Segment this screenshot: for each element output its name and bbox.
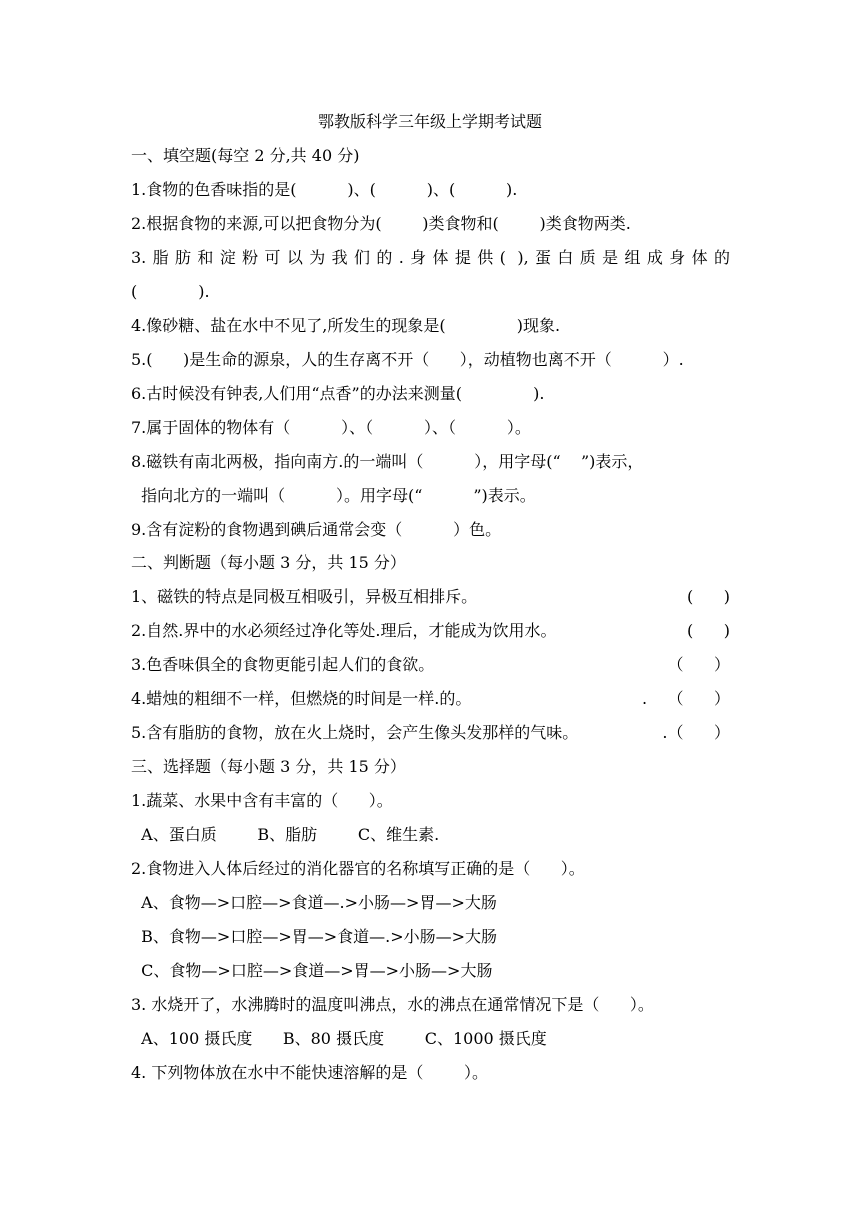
answer-bracket[interactable]: ( ) <box>687 621 730 640</box>
answer-bracket[interactable]: （ ） <box>667 655 730 674</box>
choice-question-1-options: A、蛋白质 B、脂肪 C、维生素. <box>131 825 440 844</box>
choice-question-3: 3. 水烧开了，水沸腾时的温度叫沸点，水的沸点在通常情况下是（ ）。 <box>131 995 654 1014</box>
judge-item-text: 4.蜡烛的粗细不一样，但燃烧的时间是一样.的。 <box>131 689 472 708</box>
question-1-5: 5.( )是生命的源泉，人的生存离不开（ ），动植物也离不开（ ）. <box>131 350 684 369</box>
question-1-8-line-2: 指向北方的一端叫（ ）。用字母(“ ”)表示。 <box>131 486 536 505</box>
choice-question-3-options: A、100 摄氏度 B、80 摄氏度 C、1000 摄氏度 <box>131 1029 547 1048</box>
judge-item-3 <box>131 655 730 675</box>
choice-question-2-option-c: C、食物—>口腔—>食道—>胃—>小肠—>大肠 <box>131 961 493 980</box>
judge-item-5 <box>131 723 730 743</box>
page-title: 鄂教版科学三年级上学期考试题 <box>317 112 542 131</box>
judge-item-2 <box>131 621 730 641</box>
judge-item-4 <box>131 689 730 709</box>
question-1-6: 6.古时候没有钟表,人们用“点香”的办法来测量( ). <box>131 384 545 403</box>
question-1-3-line-1: 3.脂肪和淀粉可以为我们的.身体提供( ),蛋白质是组成身体的 <box>131 248 730 267</box>
choice-question-2-option-b: B、食物—>口腔—>胃—>食道—.>小肠—>大肠 <box>131 927 498 946</box>
question-1-7: 7.属于固体的物体有（ ）、（ ）、（ ）。 <box>131 418 531 437</box>
judge-item-text: 3.色香味俱全的食物更能引起人们的食欲。 <box>131 655 435 674</box>
section-heading-fill-blank: 一、填空题(每空 2 分,共 40 分) <box>131 146 360 165</box>
answer-bracket[interactable]: ( ) <box>687 587 730 606</box>
question-1-9: 9.含有淀粉的食物遇到碘后通常会变（ ）色。 <box>131 520 502 539</box>
judge-item-text: 2.自然.界中的水必须经过净化等处.理后，才能成为饮用水。 <box>131 621 557 640</box>
answer-bracket[interactable]: .（ ） <box>662 723 730 742</box>
answer-bracket[interactable]: . （ ） <box>642 689 730 708</box>
question-1-3-line-2: ( ). <box>131 282 210 301</box>
judge-item-1 <box>131 587 730 607</box>
choice-question-4: 4. 下列物体放在水中不能快速溶解的是（ ）。 <box>131 1063 489 1082</box>
question-1-8-line-1: 8.磁铁有南北两极，指向南方.的一端叫（ ），用字母(“ ”)表示， <box>131 452 644 471</box>
judge-item-text: 1、磁铁的特点是同极互相吸引，异极互相排斥。 <box>131 587 478 606</box>
choice-question-2-option-a: A、食物—>口腔—>食道—.>小肠—>胃—>大肠 <box>131 893 497 912</box>
choice-question-2: 2.食物进入人体后经过的消化器官的名称填写正确的是（ ）。 <box>131 859 585 878</box>
section-heading-true-false: 二、判断题（每小题 3 分，共 15 分） <box>131 553 406 572</box>
judge-item-text: 5.含有脂肪的食物，放在火上烧时，会产生像头发那样的气味。 <box>131 723 579 742</box>
question-1-1: 1.食物的色香味指的是( )、( )、( ). <box>131 180 518 199</box>
section-heading-multiple-choice: 三、选择题（每小题 3 分，共 15 分） <box>131 757 406 776</box>
question-1-4: 4.像砂糖、盐在水中不见了,所发生的现象是( )现象. <box>131 316 561 335</box>
choice-question-1: 1.蔬菜、水果中含有丰富的（ ）。 <box>131 791 393 810</box>
question-1-2: 2.根据食物的来源,可以把食物分为( )类食物和( )类食物两类. <box>131 214 631 233</box>
